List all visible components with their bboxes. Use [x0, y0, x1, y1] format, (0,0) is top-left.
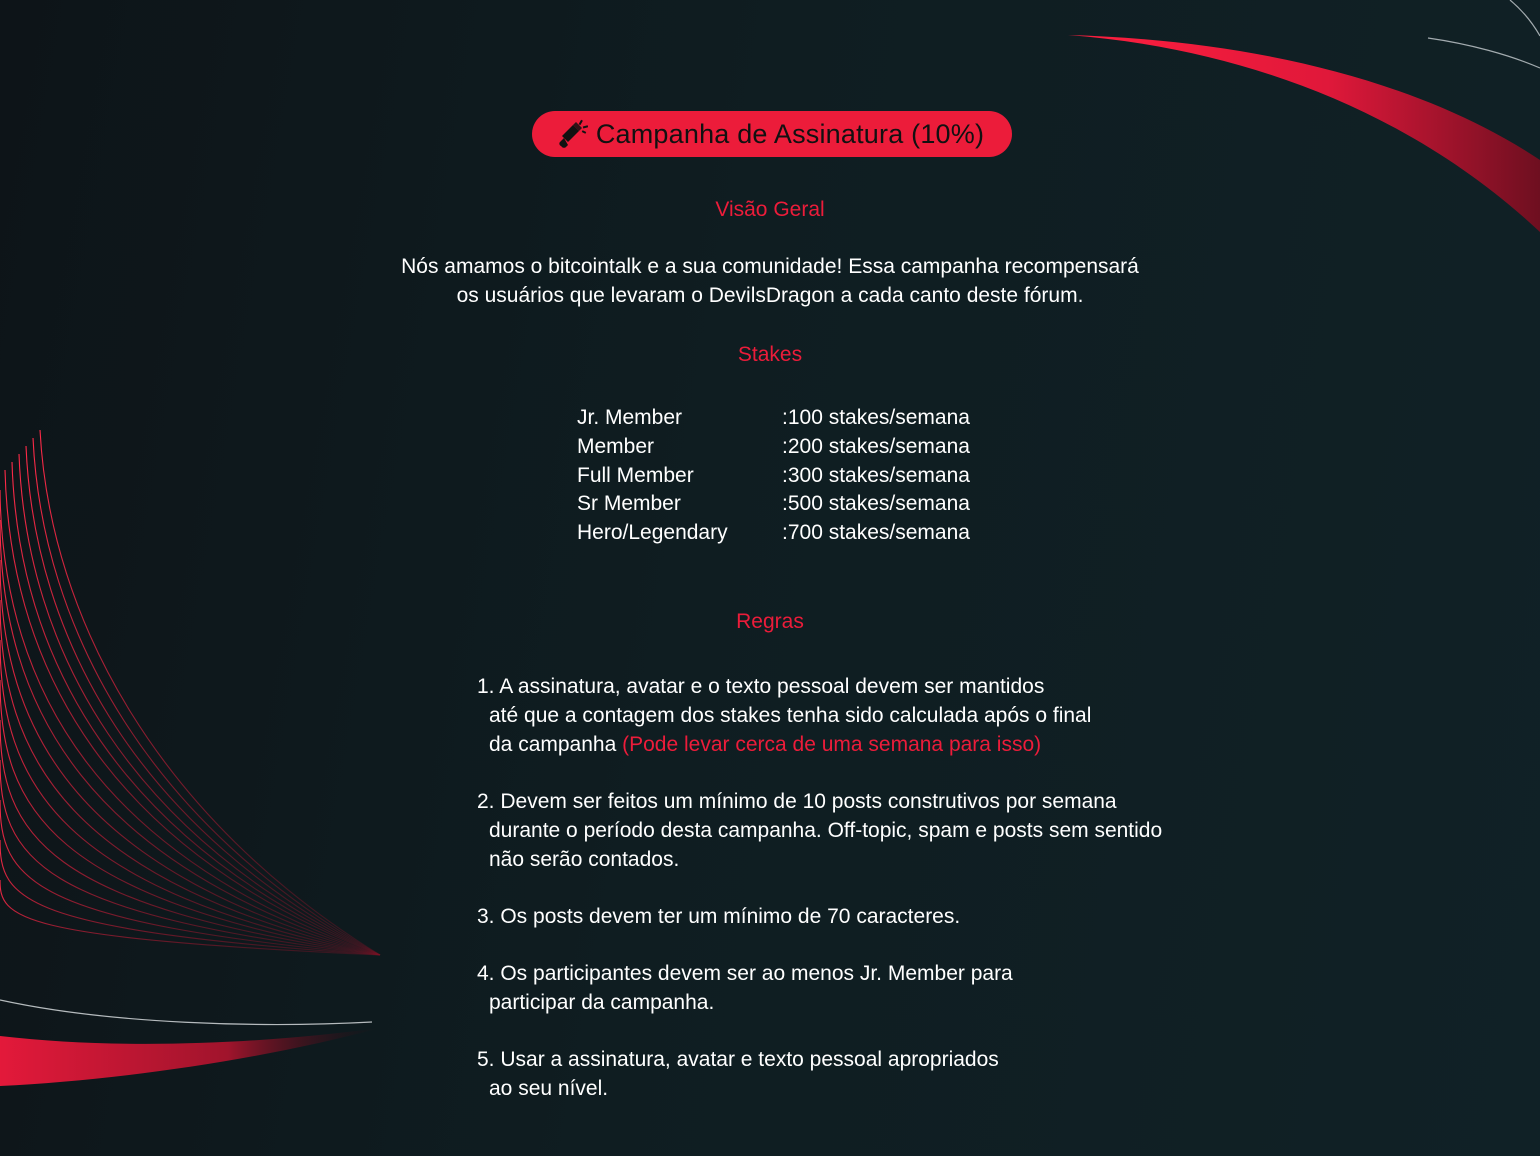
stakes-table — [577, 404, 970, 548]
rule-line-text: da campanha — [489, 733, 623, 756]
rule-line: participar da campanha. — [489, 991, 715, 1014]
rules-list — [477, 672, 1162, 1131]
stake-row — [577, 404, 970, 433]
campaign-title-badge — [532, 111, 1012, 157]
rule-line — [477, 730, 1162, 759]
stake-amount: :500 stakes/semana — [782, 492, 970, 516]
overview-line: Nós amamos o bitcointalk e a sua comunidade! Essa campanha recompensará — [401, 255, 1139, 278]
stake-rank: Full Member — [577, 463, 694, 487]
overview-line: os usuários que levaram o DevilsDragon a cada canto deste fórum. — [456, 284, 1084, 307]
megaphone-icon — [556, 118, 588, 150]
stake-amount: :700 stakes/semana — [782, 521, 970, 545]
rule-item — [477, 672, 1162, 759]
stake-amount: :300 stakes/semana — [782, 463, 970, 487]
stake-amount: :200 stakes/semana — [782, 434, 970, 458]
rules-heading: Regras — [736, 610, 804, 633]
stake-row — [577, 490, 970, 519]
overview-text — [0, 252, 1540, 310]
overview-heading: Visão Geral — [715, 198, 825, 221]
rule-item — [477, 787, 1162, 874]
rule-highlight: (Pode levar cerca de uma semana para isso) — [622, 733, 1042, 756]
rule-item — [477, 1045, 1162, 1103]
stake-row — [577, 519, 970, 548]
rule-line: ao seu nível. — [489, 1077, 609, 1100]
rule-line: 3. Os posts devem ter um mínimo de 70 caracteres. — [477, 905, 961, 928]
rule-line: durante o período desta campanha. Off-topic, spam e posts sem sentido — [489, 819, 1163, 842]
stake-rank: Hero/Legendary — [577, 521, 728, 545]
rule-line: até que a contagem dos stakes tenha sido calculada após o final — [489, 704, 1092, 727]
stake-amount: :100 stakes/semana — [782, 406, 970, 429]
rule-line: 4. Os participantes devem ser ao menos Jr. Member para — [477, 962, 1013, 985]
rule-line: 2. Devem ser feitos um mínimo de 10 posts construtivos por semana — [477, 790, 1117, 813]
stake-rank: Sr Member — [577, 492, 681, 516]
stake-row — [577, 433, 970, 462]
stake-rank: Jr. Member — [577, 406, 683, 429]
rule-line: 5. Usar a assinatura, avatar e texto pessoal apropriados — [477, 1048, 999, 1071]
stake-rank: Member — [577, 434, 655, 458]
rule-item — [477, 959, 1162, 1017]
rule-line: 1. A assinatura, avatar e o texto pessoal devem ser mantidos — [477, 675, 1045, 698]
stakes-heading: Stakes — [737, 343, 803, 366]
campaign-title: Campanha de Assinatura (10%) — [595, 118, 985, 149]
stake-row — [577, 462, 970, 491]
rule-line: não serão contados. — [489, 848, 680, 871]
rule-item — [477, 902, 1162, 931]
